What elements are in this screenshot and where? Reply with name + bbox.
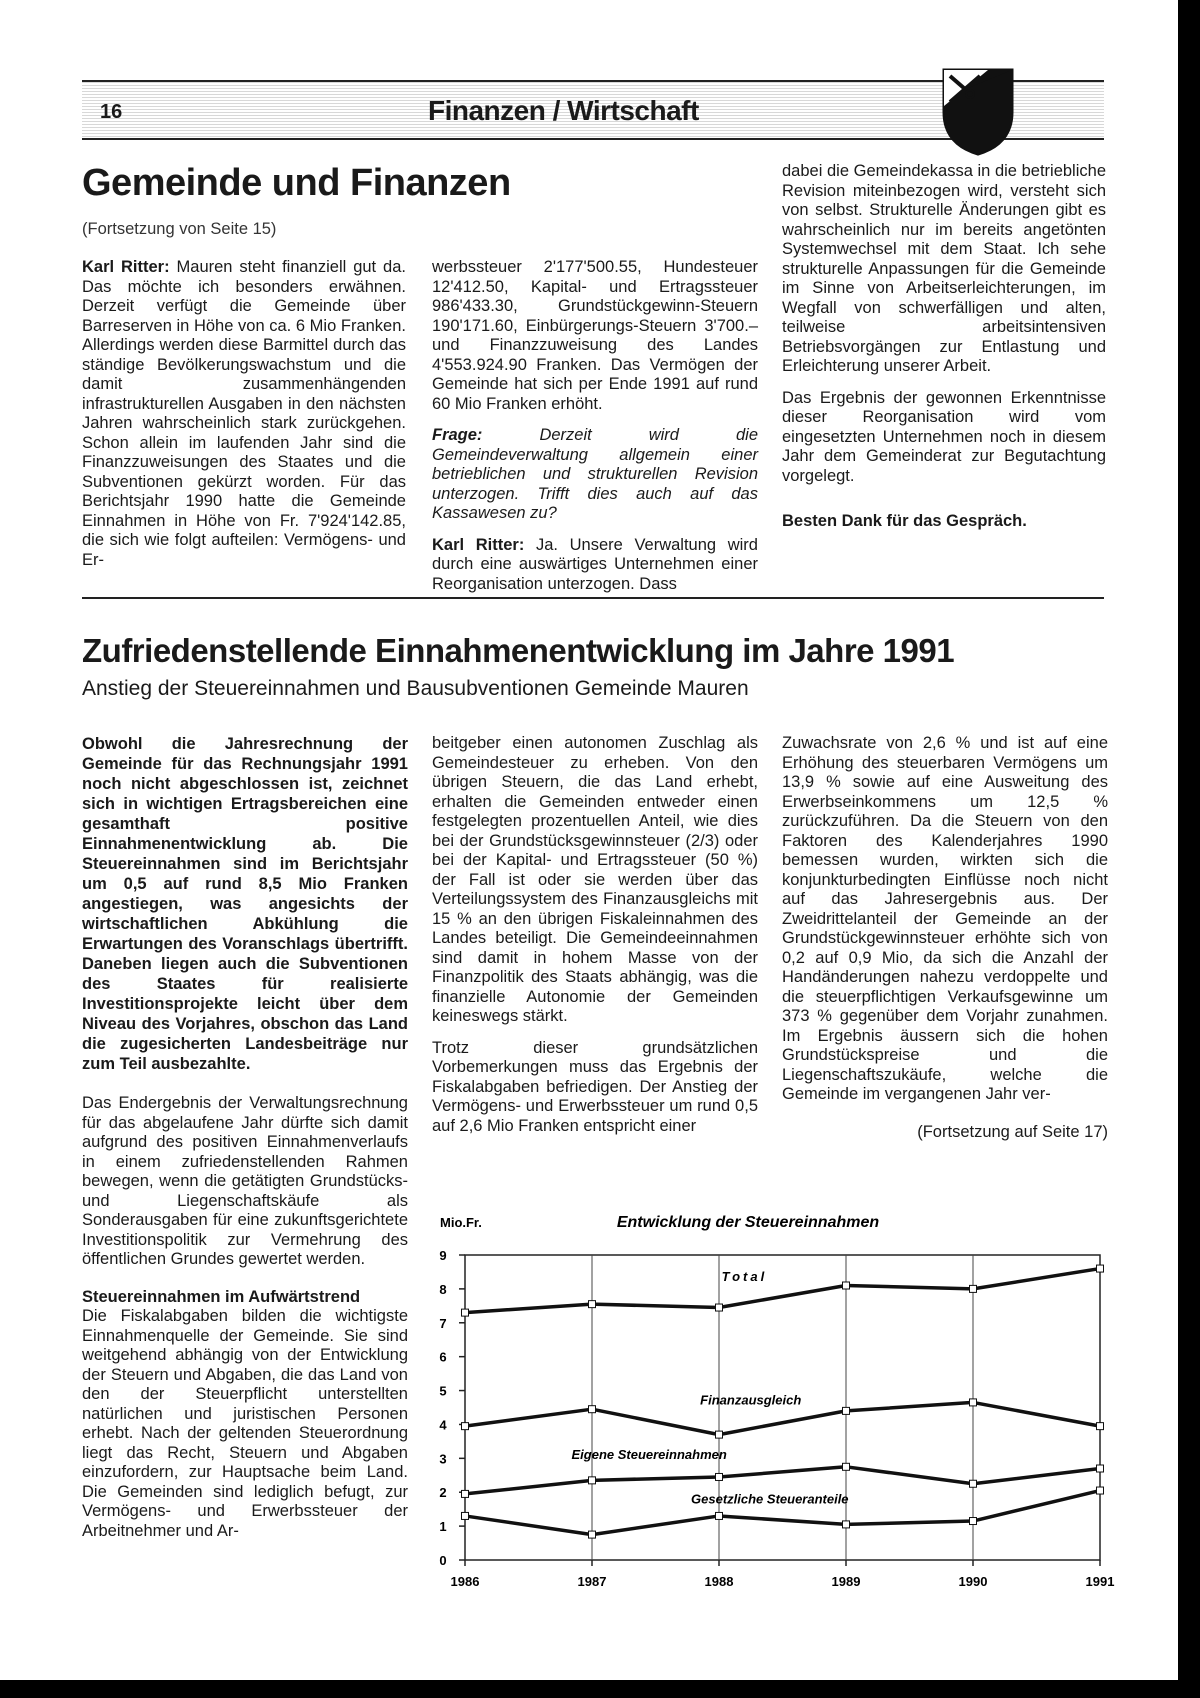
x-tick-label: 1987 <box>577 1574 607 1589</box>
data-point <box>1097 1423 1104 1430</box>
x-tick-label: 1989 <box>831 1574 861 1589</box>
data-point <box>589 1531 596 1538</box>
chart-y-axis-label: Mio.Fr. <box>440 1215 482 1230</box>
data-point <box>462 1490 469 1497</box>
data-point <box>716 1473 723 1480</box>
data-point <box>1097 1487 1104 1494</box>
continued-from: (Fortsetzung von Seite 15) <box>82 220 277 238</box>
x-tick-label: 1990 <box>958 1574 988 1589</box>
article2-col3 <box>782 734 1108 1154</box>
closing-line: Besten Dank für das Gespräch. <box>782 512 1027 530</box>
question-text: Derzeit wird die Gemeindeverwaltung allgemein einer betrieblichen und strukturellen Revision unterzogen. Trifft dies auch auf das Kassawesen zu? <box>432 426 758 522</box>
series-label: Gesetzliche Steueranteile <box>691 1491 849 1507</box>
data-point <box>462 1309 469 1316</box>
chart-title: Entwicklung der Steuereinnahmen <box>616 1214 880 1231</box>
article2-title: Zufriedenstellende Einnahmenentwicklung im Jahre 1991 <box>82 632 955 669</box>
subheading: Steuereinnahmen im Aufwärtstrend <box>82 1287 361 1306</box>
article1-title: Gemeinde und Finanzen <box>82 162 511 204</box>
data-point <box>843 1282 850 1289</box>
data-point <box>589 1406 596 1413</box>
data-point <box>589 1301 596 1308</box>
series-label: Eigene Steuereinnahmen <box>571 1446 727 1462</box>
series-label: Total <box>721 1269 768 1285</box>
paragraph: Das Ergebnis der gewonnen Erkenntnisse dieser Reorganisation wird vom eingesetzten Unternehmen noch in diesem Jahr dem Gemeinderat zur Begutachtung vorgelegt. <box>782 388 1106 485</box>
y-tick-label: 5 <box>439 1383 447 1399</box>
speaker-label: Karl Ritter: <box>432 535 525 554</box>
section-title: Finanzen / Wirtschaft <box>428 95 699 126</box>
paragraph: Die Fiskalabgaben bilden die wichtigste Einnahmenquelle der Gemeinde. Sie sind weitgehend abhängig von der Entwicklung der Steuern und Abgaben, die das Land von den der Steuerpflicht unterstellten natürlichen und juristischen Personen erhebt. Nach der geltenden Steuerordnung liegt das Recht, Steuern und Abgaben einzufordern, zur Hauptsache beim Land. Die Gemeinden sind lediglich befugt, zur Vermögens- und Erwerbssteuer der Arbeitnehmer und Ar- <box>82 1307 408 1540</box>
series-label: Finanzausgleich <box>700 1392 802 1408</box>
article2-subtitle: Anstieg der Steuereinnahmen und Bausubventionen Gemeinde Mauren <box>82 677 749 700</box>
article2-col2 <box>432 734 758 1148</box>
y-tick-label: 0 <box>439 1553 447 1568</box>
article1-col3 <box>782 162 1106 544</box>
paragraph: Zuwachsrate von 2,6 % und ist auf eine Erhöhung des steuerbaren Vermögens um 13,9 % sowie auf eine Ausweitung des Erwerbseinkommens um 12,5 % zurückzuführen. Da die Steuern von den Faktoren des Kalenderjahres 1990 bemessen wurden, wirkten sich die konjunkturbedingten Einflüsse noch nicht auf das Jahresergebnis aus. Der Zweidrittelanteil der Gemeinde an der Grundstückgewinnsteuer erhöhte sich von 0,2 auf 0,9 Mio, da sich die Anzahl der Handänderungen nahezu verdoppelte und die steuerpflichtigen Verkaufsgewinne um 373 % gegenüber dem Vorjahr zunahmen. Im Ergebnis äussern sich die hohen Grundstückspreise und die Liegenschaftszukäufe, welche die Gemeinde im vergangenen Jahr ver- <box>782 734 1108 1103</box>
paragraph: werbssteuer 2'177'500.55, Hundesteuer 12'412.50, Kapital- und Ertragssteuer 986'433.30, Grundstückgewinn-Steuern 190'171.60, Einbürgerungs-Steuern 3'700.– und Finanzzuweisung des Landes 4'553.924.90 Franken. Das Vermögen der Gemeinde hat sich per Ende 1991 auf rund 60 Mio Franken erhöht. <box>432 258 758 413</box>
series-line-3 <box>465 1467 1100 1494</box>
data-point <box>716 1304 723 1311</box>
data-point <box>462 1423 469 1430</box>
y-tick-label: 7 <box>439 1315 447 1331</box>
article2-col1 <box>82 734 408 1553</box>
question-label: Frage: <box>432 426 483 444</box>
data-point <box>716 1431 723 1438</box>
data-point <box>462 1512 469 1519</box>
data-point <box>970 1518 977 1525</box>
data-point <box>843 1463 850 1470</box>
y-tick-label: 8 <box>439 1281 447 1297</box>
y-tick-label: 9 <box>439 1248 447 1263</box>
data-point <box>970 1285 977 1292</box>
continued-to: (Fortsetzung auf Seite 17) <box>917 1122 1108 1141</box>
y-tick-label: 2 <box>439 1485 447 1501</box>
y-tick-label: 4 <box>439 1417 447 1433</box>
tax-revenue-chart <box>430 1200 1115 1600</box>
article1-col2 <box>432 258 758 606</box>
data-point <box>843 1521 850 1528</box>
paragraph: beitgeber einen autonomen Zuschlag als Gemeindesteuer zu erheben. Von den übrigen Steuern, die das Land erhebt, erhalten die Gemeinden entweder einen festgelegten prozentuellen Anteil, wie dies bei der Grundstücksgewinnsteuer (2/3) oder bei der Kapital- und Ertragssteuer (50 %) der Fall ist oder sie werden über das Verteilungssystem des Finanzausgleichs mit 15 % an den übrigen Fiskaleinnahmen des Landes beteiligt. Die Gemeindeeinnahmen sind damit in hohem Masse von der Finanzpolitik des Staats abhängig, was die finanzielle Autonomie der Gemeinden keineswegs stärkt. <box>432 734 758 1025</box>
data-point <box>589 1477 596 1484</box>
x-tick-label: 1986 <box>450 1574 480 1589</box>
series-line-1 <box>465 1269 1100 1313</box>
answer-text: Ja. Unsere Verwaltung wird durch eine auswärtiges Unternehmen einer Reorganisation unterzogen. Dass <box>432 535 758 593</box>
y-tick-label: 6 <box>439 1349 447 1365</box>
municipal-crest-icon <box>940 66 1016 156</box>
article1-col1 <box>82 258 406 582</box>
paragraph: dabei die Gemeindekassa in die betriebliche Revision miteinbezogen wird, versteht sich von selbst. Strukturelle Änderungen gibt es wahrscheinlich nur im bereits angetönten Systemwechsel mit dem Staat. Ich sehe strukturelle Anpassungen für die Gemeinde im Sinne von Arbeitserleichterungen, im Wegfall von schwerfälligen und alten, teilweise arbeitsintensiven Betriebsvorgängen zur Entlastung und Erleichterung unserer Arbeit. <box>782 162 1106 375</box>
data-point <box>1097 1465 1104 1472</box>
data-point <box>716 1512 723 1519</box>
interview-text: Mauren steht finanziell gut da. Das möchte ich besonders erwähnen. Derzeit verfügt die Gemeinde über Barreserven in Höhe von ca. 6 Mio Franken. Allerdings werden diese Barmittel durch das ständige Bevölkerungswachstum und die damit zusammenhängenden infrastrukturellen Ausgaben in den nächsten Jahren wahrscheinlich stark zurückgehen. Schon allein im laufenden Jahr sind die Finanzzuweisungen des Staates und die Subventionen gekürzt worden. Für das Berichtsjahr 1990 hatte die Gemeinde Einnahmen in Höhe von Fr. 7'924'142.85, die sich wie folgt aufteilen: Vermögens- und Er- <box>82 258 406 569</box>
lead-paragraph: Obwohl die Jahresrechnung der Gemeinde für das Rechnungsjahr 1991 noch nicht abgeschlossen ist, zeichnet sich in wichtigen Ertragsbereichen eine gesamthaft positive Einnahmenentwicklung ab. Die Steuereinnahmen sind im Berichtsjahr um 0,5 auf rund 8,5 Mio Franken angestiegen, was angesichts der wirtschaftlichen Abkühlung die Erwartungen des Voranschlags übertrifft. Daneben liegen auch die Subventionen des Staates für realisierte Investitionsprojekte leicht über dem Niveau des Vorjahres, obschon das Land die zugesicherten Landesbeiträge nur zum Teil ausbezahlte. <box>82 735 408 1073</box>
data-point <box>1097 1265 1104 1272</box>
plot-area <box>439 1248 1114 1589</box>
speaker-label: Karl Ritter: <box>82 258 170 276</box>
article-divider <box>82 597 1104 599</box>
data-point <box>843 1407 850 1414</box>
y-tick-label: 3 <box>439 1451 447 1467</box>
paragraph: Trotz dieser grundsätzlichen Vorbemerkungen muss das Ergebnis der Fiskalabgaben befriedigen. Der Anstieg der Vermögens- und Erwerbssteuer um rund 0,5 auf 2,6 Mio Franken entspricht einer <box>432 1038 758 1135</box>
data-point <box>970 1480 977 1487</box>
paragraph: Das Endergebnis der Verwaltungsrechnung für das abgelaufene Jahr dürfte sich damit aufgrund des positiven Einnahmenverlaufs in einem zufriedenstellenden Rahmen bewegen, wenn die getätigten Grundstücks- und Liegenschaftskäufe als Sonderausgaben für eine zukunftsgerichtete Investitionspolitik zur Vermehrung des öffentlichen Grundes gewertet werden. <box>82 1094 408 1268</box>
y-tick-label: 1 <box>439 1519 447 1535</box>
page-number: 16 <box>100 101 123 123</box>
x-tick-label: 1988 <box>704 1574 734 1589</box>
x-tick-label: 1991 <box>1085 1574 1115 1589</box>
data-point <box>970 1399 977 1406</box>
